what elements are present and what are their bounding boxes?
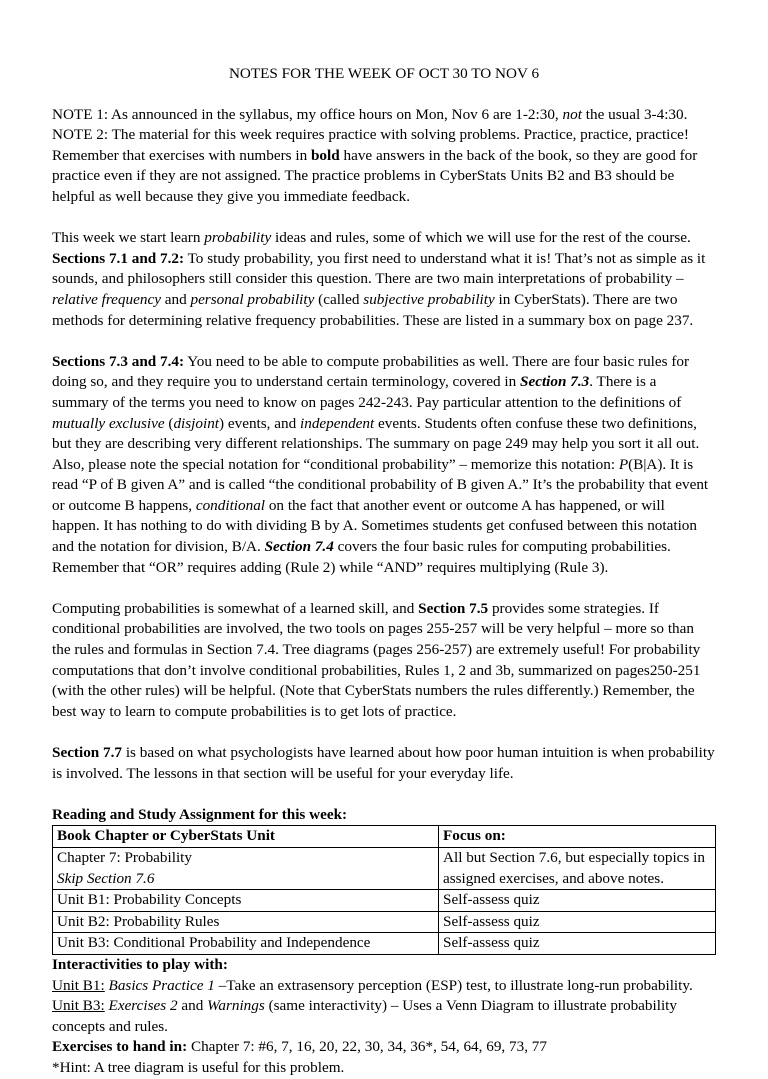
table-header-unit — [53, 826, 439, 848]
interactivity-b1 — [52, 976, 716, 997]
para3-text-b: provides some strategies. If conditional probabilities are involved, the two tools on pages 255-257 will be very helpful – more so than the rules and formulas in Section 7.4. Tree diagrams (pages 256-257) are extremely useful! For probability computations that don’t involve conditional probabilities, Rules 1, 2 and 3b, summarized on pages250-251 (with the other rules) will be helpful. (Note that CyberStats numbers the rules differently.) Remember, the best way to learn to compute probabilities is to get lots of practice. — [52, 599, 701, 720]
note-2-text-end: have answers in the back of the book, so they are good for practice even if they are not assigned. The practice problems in CyberStats Units B2 and B3 should be helpful as well because they give you immediate feedback. — [52, 146, 698, 205]
table-header-row — [53, 826, 716, 848]
paragraph-section-7-7 — [52, 743, 716, 784]
assignment-heading-text: Reading and Study Assignment for this week: — [52, 805, 348, 823]
table-cell-unit: Unit B3: Conditional Probability and Independence — [53, 933, 439, 955]
interactivity-b1-unit: Unit B1: — [52, 976, 105, 994]
exercises-line — [52, 1037, 716, 1058]
para2-text-h: covers the four basic rules for computing probabilities. Remember that “OR” requires adding (Rule 2) while “AND” requires multiplying (Rule 3). — [52, 538, 671, 576]
assignment-table — [52, 825, 716, 955]
note-1-emphasis: not — [562, 105, 582, 123]
document-page — [52, 0, 716, 1079]
table-cell-focus: Self-assess quiz — [439, 933, 716, 955]
para1-text-a: This week we start learn — [52, 229, 205, 247]
unit-note: Skip Section 7.6 — [57, 869, 155, 887]
para1-sections-heading: Sections 7.1 and 7.2: — [52, 249, 185, 267]
interactivity-b3-unit: Unit B3: — [52, 997, 105, 1015]
interactivity-b3 — [52, 996, 716, 1037]
para1-text-e: (called — [314, 290, 364, 308]
para1-text-f: in CyberStats). There are two methods for determining relative frequency probabilities. These are listed in a summary box on page 237. — [52, 290, 694, 329]
table-row — [53, 890, 716, 912]
para2-text-c: ( — [164, 414, 174, 432]
para2-text-b: . There is a summary of the terms you need to know on pages 242-243. Pay particular attention to the definitions of — [52, 373, 682, 411]
table-cell-focus: Self-assess quiz — [439, 890, 716, 912]
table-header-focus-text: Focus on: — [443, 827, 506, 845]
assignment-heading — [52, 805, 716, 826]
table-cell-focus: Self-assess quiz — [439, 911, 716, 933]
interactivities-heading-text: Interactivities to play with: — [52, 955, 228, 973]
para2-term-mutually-exclusive: mutually exclusive — [52, 414, 165, 432]
para1-term-subjective-probability: subjective probability — [363, 290, 495, 308]
para2-text-f: (B|A). It is read “P of B given A” and is called “the conditional probability of B given A.” It’s the probability that event or outcome B happens, — [52, 455, 709, 514]
para4-section-7-7: Section 7.7 — [52, 744, 123, 761]
interactivity-b3-text: (same interactivity) – Uses a Venn Diagram to illustrate probability concepts and rules. — [52, 997, 677, 1035]
para1-text-c: To study probability, you first need to understand what it is! That’s not as simple as it sounds, and philosophers still consider this question. There are two main interpretations of probability – — [52, 249, 706, 288]
page-title: NOTES FOR THE WEEK OF OCT 30 TO NOV 6 — [228, 65, 540, 82]
para2-text-d: ) events, and — [219, 414, 301, 432]
para1-term-personal-probability: personal probability — [190, 290, 315, 308]
para2-section-7-3: Section 7.3 — [520, 373, 590, 391]
para2-text-e: events. Students often confuse these two definitions, but they are describing very different relationships. The summary on page 249 may help you sort it all out. Also, please note the special notation for “conditional probability” – memorize this notation: — [52, 414, 700, 473]
para2-notation-p: P — [618, 455, 629, 473]
note-1-text: NOTE 1: As announced in the syllabus, my office hours on Mon, Nov 6 are 1-2:30, — [52, 105, 563, 123]
para2-text-g: on the fact that another event or outcome A has happened, or will happen. It has nothing to do with dividing B by A. Sometimes students get confused between this notation and the notation for division, B/A. — [52, 496, 697, 556]
para2-section-7-4: Section 7.4 — [264, 538, 334, 556]
note-1 — [52, 105, 716, 126]
para2-sections-heading: Sections 7.3 and 7.4: — [52, 352, 185, 370]
para2-term-independent: independent — [300, 414, 375, 432]
table-row — [53, 933, 716, 955]
paragraph-sections-7-3-7-4 — [52, 352, 716, 579]
para1-text-b: ideas and rules, some of which we will use for the rest of the course. — [271, 229, 691, 247]
note-2 — [52, 125, 716, 207]
exercises-list: Chapter 7: #6, 7, 16, 20, 22, 30, 34, 36*, 54, 64, 69, 73, 77 — [187, 1038, 547, 1056]
para2-term-conditional: conditional — [195, 496, 266, 514]
table-header-unit-text: Book Chapter or CyberStats Unit — [57, 827, 275, 845]
table-cell-focus: All but Section 7.6, but especially topics in assigned exercises, and above notes. — [439, 847, 716, 889]
interactivity-b3-name-1: Exercises 2 — [108, 997, 178, 1015]
para4-text-a: is based on what psychologists have learned about how poor human intuition is when probability is involved. The lessons in that section will be useful for your everyday life. — [52, 744, 715, 782]
table-header-focus — [439, 826, 716, 848]
table-cell-unit — [53, 847, 439, 889]
exercises-label: Exercises to hand in: — [52, 1038, 188, 1056]
paragraph-section-7-5 — [52, 599, 716, 723]
interactivity-b1-text: –Take an extrasensory perception (ESP) test, to illustrate long-run probability. — [214, 976, 693, 994]
paragraph-probability-intro — [52, 228, 716, 331]
exercises-hint: *Hint: A tree diagram is useful for this problem. — [52, 1058, 345, 1076]
para3-section-7-5: Section 7.5 — [418, 599, 489, 617]
interactivity-b3-and: and — [177, 997, 208, 1015]
unit-name: Chapter 7: Probability — [57, 848, 192, 866]
table-row — [53, 847, 716, 889]
para1-text-d: and — [160, 290, 191, 308]
para3-text-a: Computing probabilities is somewhat of a learned skill, and — [52, 599, 419, 617]
interactivity-b3-name-2: Warnings — [207, 997, 265, 1015]
note-2-bold-word: bold — [310, 146, 340, 164]
table-row — [53, 911, 716, 933]
para2-text-a: You need to be able to compute probabilities as well. There are four basic rules for doing so, and they require you to understand certain terminology, covered in — [52, 352, 690, 391]
note-2-text: NOTE 2: The material for this week requires practice with solving problems. Practice, practice, practice! Remember that exercises with numbers in — [52, 126, 689, 164]
para2-term-disjoint: disjoint — [173, 414, 220, 432]
para1-term-probability: probability — [204, 229, 272, 247]
table-cell-unit: Unit B1: Probability Concepts — [53, 890, 439, 912]
table-cell-unit: Unit B2: Probability Rules — [53, 911, 439, 933]
interactivity-b1-name: Basics Practice 1 — [108, 976, 215, 994]
para1-term-relative-frequency: relative frequency — [52, 290, 161, 308]
note-1-text-end: the usual 3-4:30. — [581, 105, 688, 123]
interactivities-heading — [52, 955, 716, 976]
